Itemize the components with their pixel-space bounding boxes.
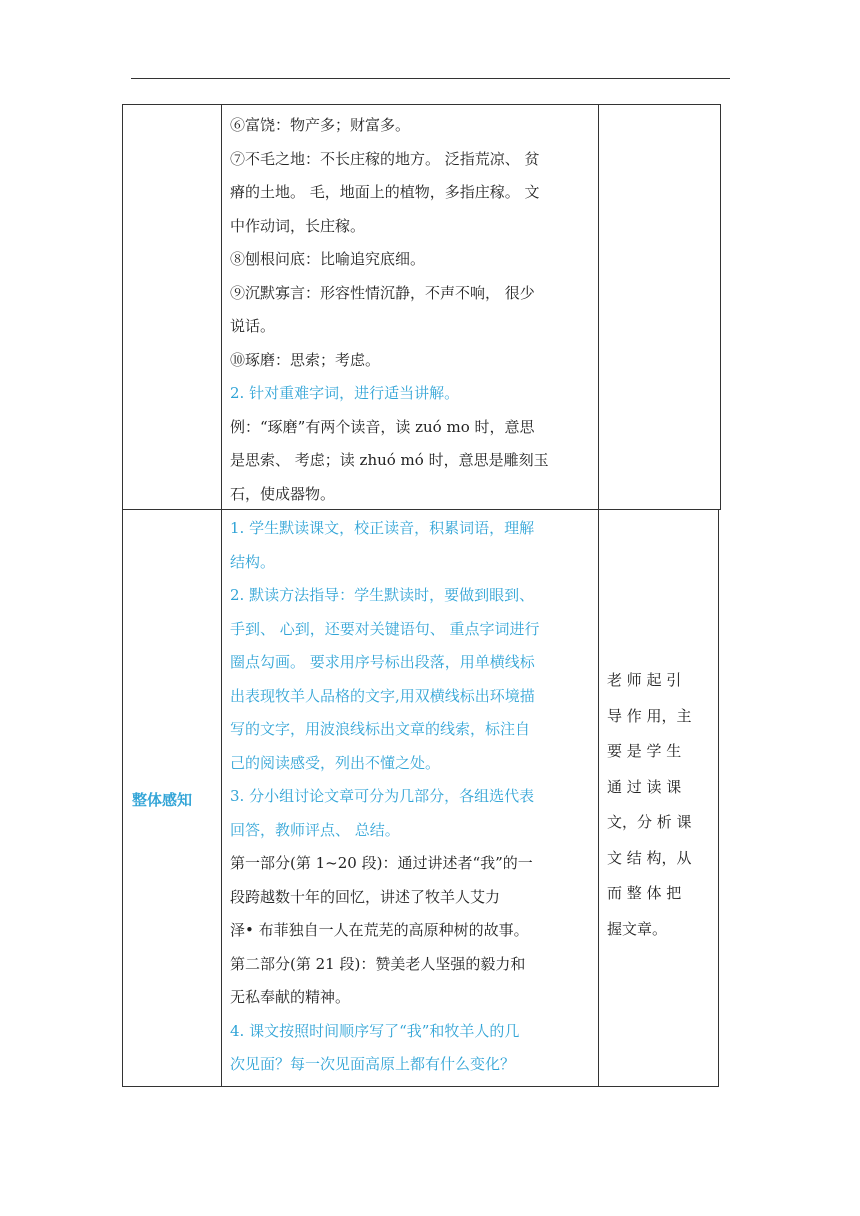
content-line-accent: 1. 学生默读课文，校正读音，积累词语，理解 xyxy=(230,519,535,537)
content-line-accent: 4. 课文按照时间顺序写了“我”和牧羊人的几 xyxy=(230,1021,520,1040)
section-note-lines xyxy=(607,663,692,947)
section-label: 整体感知 xyxy=(132,791,193,809)
content-line-accent: 结构。 xyxy=(230,552,276,571)
content-line: ⑨沉默寡言：形容性情沉静，不声不响， 很少 xyxy=(230,283,535,302)
content-line-accent: 2. 针对重难字词，进行适当讲解。 xyxy=(230,384,460,402)
content-line-accent: 3. 分小组讨论文章可分为几部分，各组选代表 xyxy=(230,787,535,805)
note-line: 文，分 析 课 xyxy=(607,813,692,831)
content-line: 第一部分(第 1~20 段)：通过讲述者“我”的一 xyxy=(230,854,533,872)
content-line: 瘠的土地。 毛，地面上的植物，多指庄稼。 文 xyxy=(230,183,540,201)
content-line-accent: 2. 默读方法指导：学生默读时，要做到眼到、 xyxy=(230,586,535,604)
note-line: 通 过 读 课 xyxy=(607,777,682,796)
top-content-cell xyxy=(221,104,599,510)
note-line: 文 结 构，从 xyxy=(607,848,692,867)
top-content-lines xyxy=(230,109,549,511)
content-line-accent: 回答，教师评点、 总结。 xyxy=(230,820,400,839)
content-line: 泽• 布菲独自一人在荒芜的高原种树的故事。 xyxy=(230,921,529,939)
content-line: 例：“琢磨”有两个读音，读 zuó mo 时，意思 xyxy=(230,417,535,436)
note-line: 握文章。 xyxy=(607,919,668,938)
content-line: 无私奉献的精神。 xyxy=(230,988,351,1006)
content-line: 是思索、 考虑；读 zhuó mó 时，意思是雕刻玉 xyxy=(230,451,549,469)
note-line: 要 是 学 生 xyxy=(607,742,682,760)
content-line: 说话。 xyxy=(230,317,276,335)
content-line: 段跨越数十年的回忆，讲述了牧羊人艾力 xyxy=(230,887,501,906)
content-line-accent: 出表现牧羊人品格的文字,用双横线标出环境描 xyxy=(230,686,535,705)
content-line-accent: 己的阅读感受，列出不懂之处。 xyxy=(230,753,441,772)
content-line: 第二部分(第 21 段)：赞美老人坚强的毅力和 xyxy=(230,954,526,973)
section-note-cell xyxy=(598,509,719,1087)
content-line: ⑦不毛之地：不长庄稼的地方。 泛指荒凉、 贫 xyxy=(230,149,540,168)
content-line: 中作动词，长庄稼。 xyxy=(230,216,366,235)
content-line-accent: 写的文字，用波浪线标出文章的线索，标注自 xyxy=(230,720,531,738)
section-label-cell xyxy=(122,509,222,1087)
note-line: 老 师 起 引 xyxy=(607,671,682,689)
top-note-cell xyxy=(598,104,721,510)
note-line: 导 作 用，主 xyxy=(607,706,692,725)
content-line: ⑥富饶：物产多；财富多。 xyxy=(230,116,411,134)
top-label-cell xyxy=(122,104,222,510)
content-line: ⑧刨根问底：比喻追究底细。 xyxy=(230,250,426,268)
content-line-accent: 圈点勾画。 要求用序号标出段落，用单横线标 xyxy=(230,653,535,671)
section-content-cell xyxy=(221,509,599,1087)
section-content-lines xyxy=(230,512,540,1082)
content-line: ⑩琢磨：思索；考虑。 xyxy=(230,350,381,369)
content-line-accent: 手到、 心到，还要对关键语句、 重点字词进行 xyxy=(230,619,540,638)
header-rule xyxy=(131,78,730,79)
note-line: 而 整 体 把 xyxy=(607,884,682,902)
content-line-accent: 次见面？每一次见面高原上都有什么变化？ xyxy=(230,1055,516,1073)
content-line: 石，使成器物。 xyxy=(230,484,336,503)
